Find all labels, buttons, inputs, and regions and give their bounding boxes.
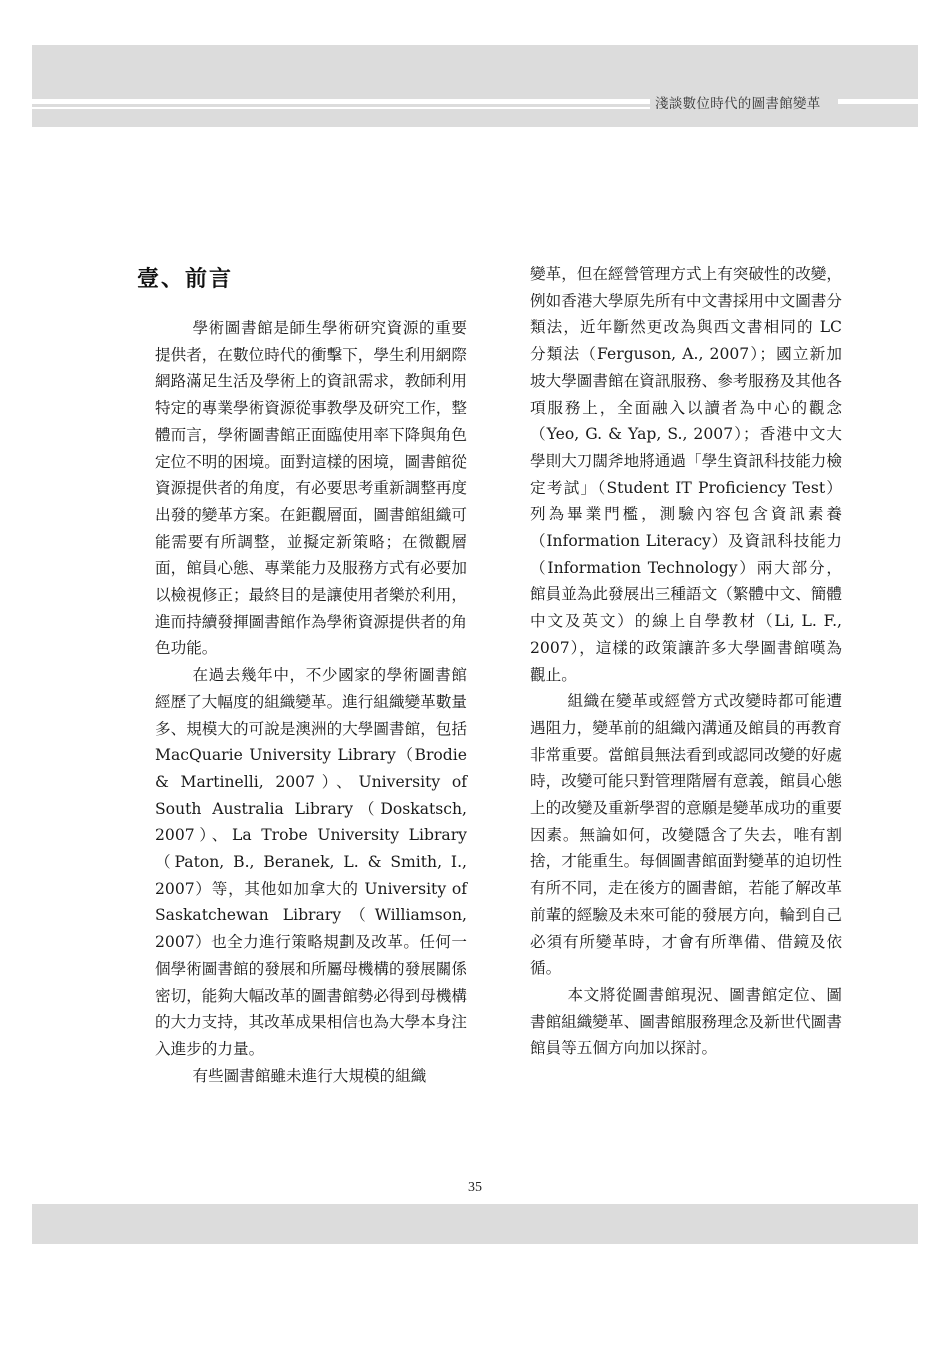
paragraph-resistance: 組織在變革或經營方式改變時都可能遭遇阻力，變革前的組織內溝通及館員的再教育非常重要。當館員無法看到或認同改變的好處時，改變可能只對管理階層有意義，館員心態上的改變及重新學習的意願是變革成功的重要因素。無論如何，改變隱含了失去，唯有割捨，才能重生。每個圖書館面對變革的迫切性有所不同，走在後方的圖書館，若能了解改革前輩的經驗及未來可能的發展方向，輪到自己必須有所變革時，才會有所準備、借鏡及依循。 [530,692,842,978]
right-column [530,261,842,1062]
header-band [32,45,918,127]
paragraph-continuation: 變革，但在經營管理方式上有突破性的改變，例如香港大學原先所有中文書採用中文圖書分類法，近年斷然更改為與西文書相同的 LC 分類法（Ferguson, A., 2007）；國立新加坡大學圖書館在資訊服務、參考服務及其他各項服務上，全面融入以讀者為中心的觀念（Yeo, G. & Yap, S., 2007）；香港中文大學則大刀闊斧地將通過「學生資訊科技能力檢定考試」（Student IT Proficiency Test）列為畢業門檻，測驗內容包含資訊素養（Information Literacy）及資訊科技能力（Information Technology）兩大部分，館員並為此發展出三種語文（繁體中文、簡體中文及英文）的線上自學教材（Li, L. F., 2007），這樣的政策讓許多大學圖書館嘆為觀止。 [530,265,842,684]
footer-band [32,1204,918,1244]
paragraph-some-libraries: 有些圖書館雖未進行大規模的組織 [192,1066,427,1085]
paragraph-intro: 學術圖書館是師生學術研究資源的重要提供者，在數位時代的衝擊下，學生利用網際網路滿足生活及學術上的資訊需求，教師利用特定的專業學術資源從事教學及研究工作，整體而言，學術圖書館正面臨使用率下降與角色定位不明的困境。面對這樣的困境，圖書館從資源提供者的角度，有必要思考重新調整再度出發的變革方案。在鉅觀層面，圖書館組織可能需要有所調整，並擬定新策略；在微觀層面，館員心態、專業能力及服務方式有必要加以檢視修正；最終目的是讓使用者樂於利用，進而持續發揮圖書館作為學術資源提供者的角色功能。 [155,319,467,658]
running-title: 淺談數位時代的圖書館變革 [655,96,821,112]
paragraph-outline: 本文將從圖書館現況、圖書館定位、圖書館組織變革、圖書館服務理念及新世代圖書館員等五個方向加以探討。 [530,985,842,1058]
section-heading: 壹、前言 [137,267,234,292]
paragraph-org-change: 在過去幾年中，不少國家的學術圖書館經歷了大幅度的組織變革。進行組織變革數量多、規模大的可說是澳洲的大學圖書館，包括 MacQuarie University Library（Brodie & Martinelli, 2007）、University of South Australia Library（Doskatsch, 2007）、La Trobe University Library（Paton, B., Beranek, L. & Smith, I., 2007）等，其他如加拿大的 University of Saskatchewan Library（Williamson, 2007）也全力進行策略規劃及改革。任何一個學術圖書館的發展和所屬母機構的發展關係密切，能夠大幅改革的圖書館勢必得到母機構的大力支持，其改革成果相信也為大學本身注入進步的力量。 [155,666,467,1058]
header-rule-right [838,99,918,104]
header-rule [32,99,650,104]
left-column [155,315,467,1089]
page-number: 35 [468,1180,482,1195]
header-rule-thin [32,107,650,109]
